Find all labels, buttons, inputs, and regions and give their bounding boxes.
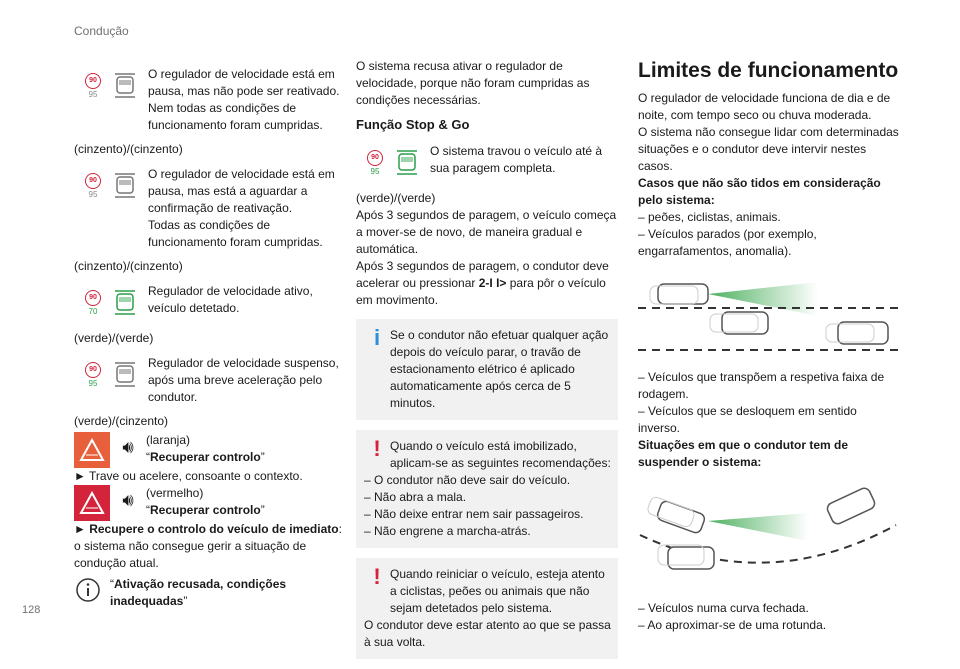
alert-row: 🔊︎ (laranja) “Recuperar controlo” xyxy=(74,432,344,468)
section-title: Limites de funcionamento xyxy=(638,59,899,82)
section-heading: Função Stop & Go xyxy=(356,117,470,132)
indicator-row xyxy=(74,66,344,134)
column-middle xyxy=(356,58,618,669)
warning-box xyxy=(356,558,618,659)
warning-box xyxy=(356,430,618,548)
cruise-indicator-icon xyxy=(74,283,148,323)
paragraph: Após 3 segundos de paragem, o veículo começa a mover-se de novo, de maneira gradual e automática. xyxy=(356,208,617,256)
box-text: Quando reiniciar o veículo, esteja atento a ciclistas, peões ou animais que não sejam detetados pelo sistema. xyxy=(390,567,605,615)
list-item: – Veículos numa curva fechada. xyxy=(638,601,809,615)
illustration-sharp-curve xyxy=(638,485,900,590)
set-speed: 95 xyxy=(88,89,98,99)
indicator-text: O regulador de velocidade está em pausa, mas não pode ser reativado. xyxy=(148,67,340,98)
speed-limit-badge: 90 xyxy=(85,173,101,189)
box-text: Se o condutor não efetuar qualquer ação depois do veículo parar, o travão de estacionamento elétrico é aplicado automaticamente após cerca de 5 minutos. xyxy=(390,328,609,410)
paragraph: O sistema recusa ativar o regulador de velocidade, porque não foram cumpridas as condições necessárias. xyxy=(356,59,590,107)
indicator-row xyxy=(74,283,344,323)
exclamation-icon: ! xyxy=(373,436,381,461)
indicator-text: Regulador de velocidade suspenso, após uma breve aceleração pelo condutor. xyxy=(148,356,339,404)
indicator-text: Nem todas as condições de funcionamento foram cumpridas. xyxy=(148,101,323,132)
alert-action: ► Recupere o controlo do veículo de imediato: o sistema não consegue gerir a situação de condução atual. xyxy=(74,522,342,570)
box-text: Quando o veículo está imobilizado, aplicam-se as seguintes recomendações: xyxy=(390,439,611,470)
list-item: – Não deixe entrar nem sair passageiros. xyxy=(364,507,584,521)
exclamation-icon: ! xyxy=(373,564,381,589)
speed-limit-badge: 90 xyxy=(85,73,101,89)
speaker-icon: 🔊︎ xyxy=(122,490,134,510)
paragraph: O sistema não consegue lidar com determinadas situações e o condutor deve intervir nestes casos. xyxy=(638,125,899,173)
alert-color: (vermelho) xyxy=(146,486,204,500)
indicator-text: Todas as condições de funcionamento foram cumpridas. xyxy=(148,218,323,249)
list-item: – Veículos que se desloquem em sentido inverso. xyxy=(638,404,857,435)
indicator-text: O regulador de velocidade está em pausa, mas está a aguardar a confirmação de reativação. xyxy=(148,167,335,215)
speed-limit-badge: 90 xyxy=(367,150,383,166)
cruise-indicator-icon xyxy=(74,166,148,206)
warning-triangle-icon xyxy=(74,432,110,468)
color-label: (verde)/(verde) xyxy=(74,331,154,345)
page-header: Condução xyxy=(74,24,129,38)
set-speed: 95 xyxy=(88,378,98,388)
set-speed: 70 xyxy=(88,306,98,316)
subheading: Casos que não são tidos em consideração pelo sistema: xyxy=(638,176,881,207)
info-box xyxy=(356,319,618,420)
list-item: – Ao aproximar-se de uma rotunda. xyxy=(638,618,827,632)
info-circle-icon xyxy=(74,576,110,609)
color-label: (verde)/(cinzento) xyxy=(74,414,169,428)
paragraph: O regulador de velocidade funciona de dia e de noite, com tempo seco ou chuva moderada. xyxy=(638,91,891,122)
car-icon xyxy=(114,71,136,101)
indicator-row xyxy=(356,143,618,183)
paragraph: Após 3 segundos de paragem, o condutor deve acelerar ou pressionar 2-I I> para pôr o veículo em movimento. xyxy=(356,259,609,307)
car-icon xyxy=(114,288,136,318)
subheading: Situações em que o condutor tem de suspender o sistema: xyxy=(638,438,849,469)
car-icon xyxy=(114,360,136,390)
button-symbol: 2-I I> xyxy=(478,276,507,290)
warning-triangle-icon xyxy=(74,485,110,521)
box-text: O condutor deve estar atento ao que se passa à sua volta. xyxy=(364,618,611,649)
car-icon xyxy=(396,148,418,178)
list-item: – peões, ciclistas, animais. xyxy=(638,210,781,224)
indicator-row xyxy=(74,166,344,251)
list-item: – O condutor não deve sair do veículo. xyxy=(364,473,571,487)
color-label: (cinzento)/(cinzento) xyxy=(74,259,183,273)
alert-color: (laranja) xyxy=(146,433,191,447)
alert-message: Recuperar controlo xyxy=(150,503,261,517)
alert-message: Recuperar controlo xyxy=(150,450,261,464)
list-item: – Não engrene a marcha-atrás. xyxy=(364,524,531,538)
illustration-lane-change xyxy=(638,274,900,359)
alert-action: ► Trave ou acelere, consoante o contexto. xyxy=(74,469,303,483)
info-icon: i xyxy=(373,325,381,350)
list-item: – Veículos parados (por exemplo, engarrafamentos, anomalia). xyxy=(638,227,817,258)
page-number: 128 xyxy=(22,604,41,616)
alert-row: “Ativação recusada, condições inadequadas” xyxy=(74,576,344,610)
set-speed: 95 xyxy=(88,189,98,199)
column-right xyxy=(638,58,900,634)
cruise-indicator-icon xyxy=(74,66,148,106)
speed-limit-badge: 90 xyxy=(85,290,101,306)
stop-go-indicator-icon xyxy=(356,143,430,183)
list-item: – Veículos que transpõem a respetiva faixa de rodagem. xyxy=(638,370,885,401)
color-label: (verde)/(verde) xyxy=(356,191,436,205)
alert-message: Ativação recusada, condições inadequadas xyxy=(110,577,287,608)
car-icon xyxy=(114,171,136,201)
set-speed: 95 xyxy=(370,166,380,176)
column-left xyxy=(74,66,344,610)
indicator-row xyxy=(74,355,344,406)
cruise-indicator-icon xyxy=(74,355,148,395)
indicator-text: Regulador de velocidade ativo, veículo detetado. xyxy=(148,284,313,315)
indicator-text: O sistema travou o veículo até à sua paragem completa. xyxy=(430,144,603,175)
speed-limit-badge: 90 xyxy=(85,362,101,378)
alert-row: 🔊︎ (vermelho) “Recuperar controlo” xyxy=(74,485,344,521)
list-item: – Não abra a mala. xyxy=(364,490,467,504)
color-label: (cinzento)/(cinzento) xyxy=(74,142,183,156)
speaker-icon: 🔊︎ xyxy=(122,437,134,457)
